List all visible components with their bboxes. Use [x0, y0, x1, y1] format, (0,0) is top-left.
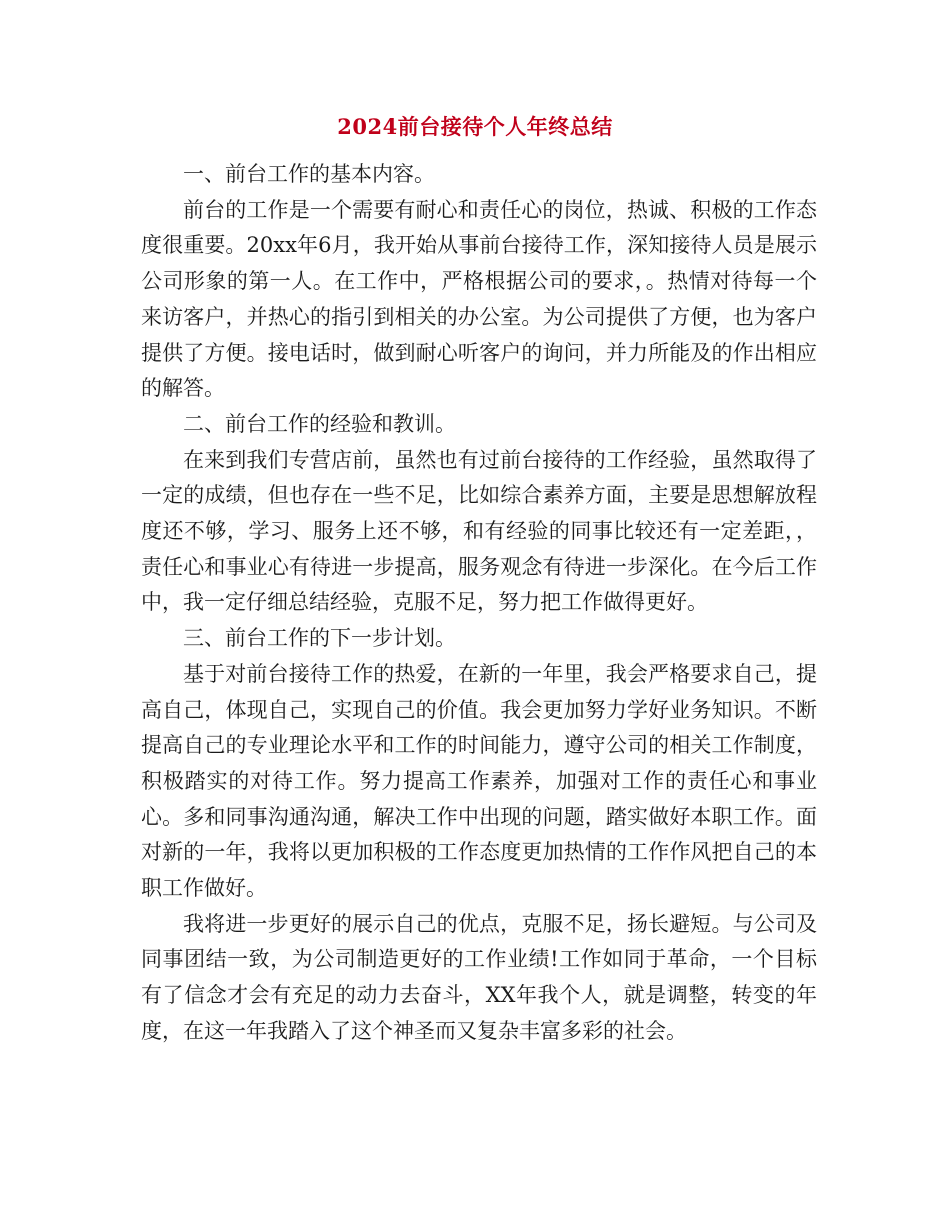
- paragraph-4: 我将进一步更好的展示自己的优点，克服不足，扬长避短。与公司及同事团结一致，为公司制造更好的工作业绩!工作如同于革命，一个目标有了信念才会有充足的动力去奋斗，XX年我个人，就是调整，转变的年度，在这一年我踏入了这个神圣而又复杂丰富多彩的社会。: [141, 911, 817, 1043]
- document-body: [141, 157, 817, 1050]
- section-heading-2: 二、前台工作的经验和教训。: [183, 411, 456, 436]
- paragraph-2: 在来到我们专营店前，虽然也有过前台接待的工作经验，虽然取得了一定的成绩，但也存在一些不足，比如综合素养方面，主要是思想解放程度还不够，学习、服务上还不够，和有经验的同事比较还有一定差距，，责任心和事业心有待进一步提高，服务观念有待进一步深化。在今后工作中，我一定仔细总结经验，克服不足，努力把工作做得更好。: [141, 447, 817, 615]
- section-heading-3: 三、前台工作的下一步计划。: [183, 626, 456, 651]
- paragraph-3: 基于对前台接待工作的热爱，在新的一年里，我会严格要求自己，提高自己，体现自己，实现自己的价值。我会更加努力学好业务知识。不断提高自己的专业理论水平和工作的时间能力，遵守公司的相关工作制度，积极踏实的对待工作。努力提高工作素养，加强对工作的责任心和事业心。多和同事沟通沟通，解决工作中出现的问题，踏实做好本职工作。面对新的一年，我将以更加积极的工作态度更加热情的工作作风把自己的本职工作做好。: [141, 661, 817, 901]
- document-title: 2024前台接待个人年终总结: [337, 114, 613, 139]
- section-heading-1: 一、前台工作的基本内容。: [183, 162, 435, 186]
- paragraph-1: 前台的工作是一个需要有耐心和责任心的岗位，热诚、积极的工作态度很重要。20xx年6月，我开始从事前台接待工作，深知接待人员是展示公司形象的第一人。在工作中，严格根据公司的要求，。热情对待每一个来访客户，并热心的指引到相关的办公室。为公司提供了方便，也为客户提供了方便。接电话时，做到耐心听客户的询问，并力所能及的作出相应的解答。: [141, 197, 817, 401]
